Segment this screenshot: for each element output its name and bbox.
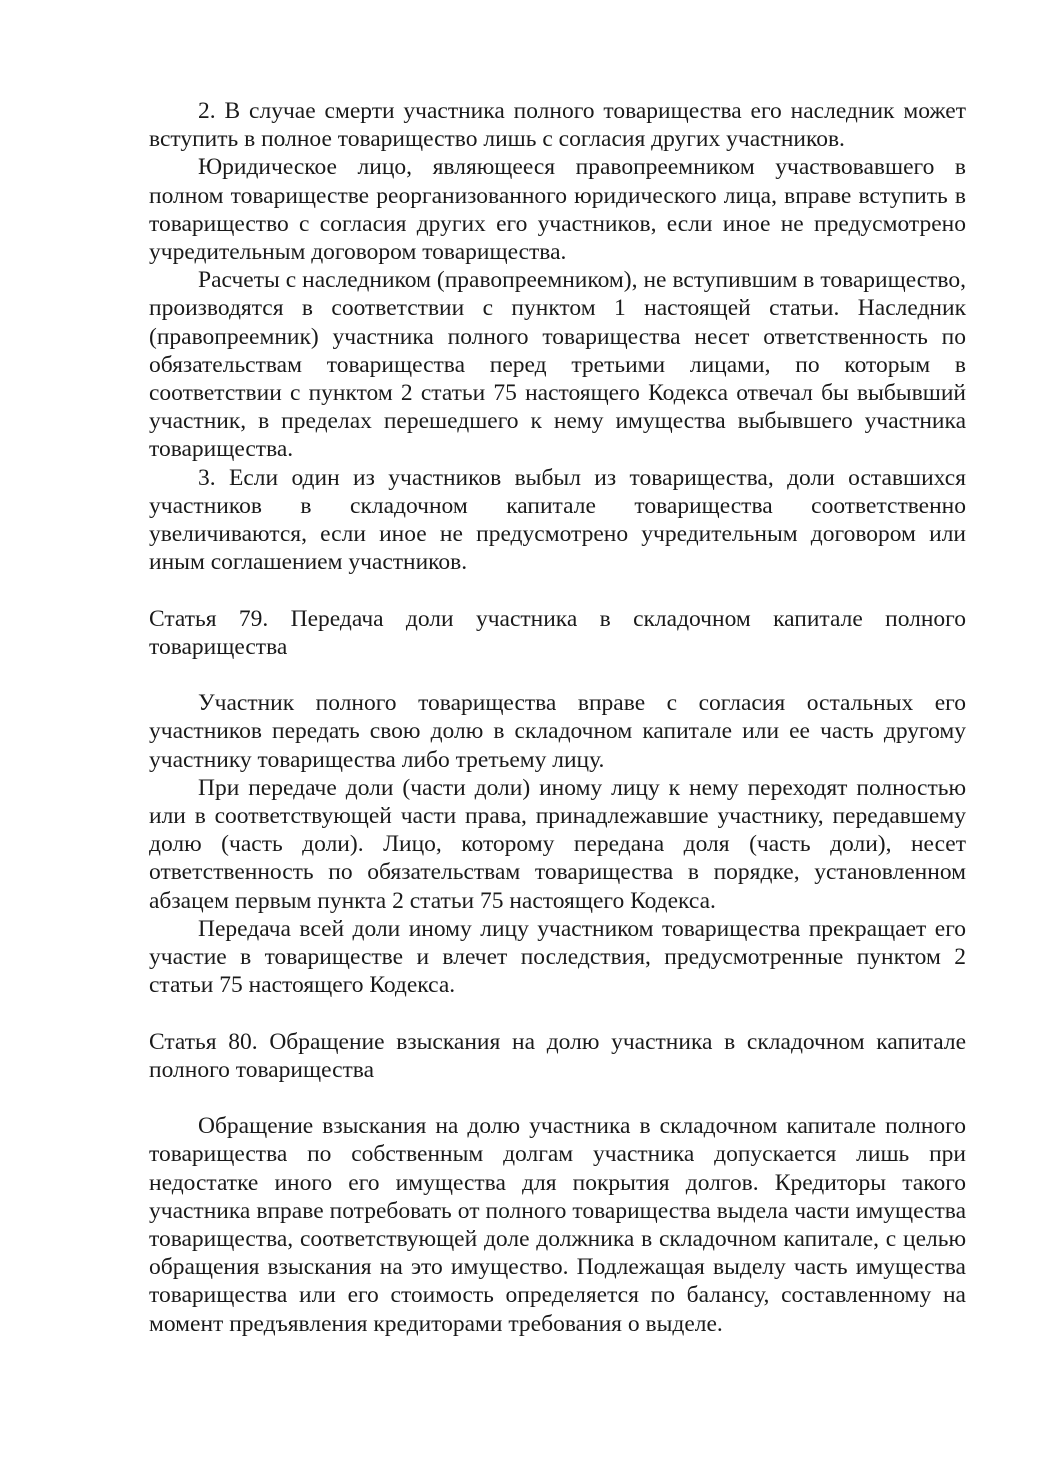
paragraph: Передача всей доли иному лицу участником товарищества прекращает его участие в товариществе и влечет последствия, предусмотренные пунктом 2 статьи 75 настоящего Кодекса. — [149, 915, 966, 999]
spacer — [149, 661, 966, 689]
article-80-heading: Статья 80. Обращение взыскания на долю участника в складочном капитале полного товарищества — [149, 1028, 966, 1083]
spacer — [149, 1084, 966, 1112]
paragraph: Участник полного товарищества вправе с согласия остальных его участников передать свою долю в складочном капитале или ее часть другому участнику товарищества либо третьему лицу. — [149, 690, 966, 773]
spacer — [149, 999, 966, 1027]
paragraph: Обращение взыскания на долю участника в складочном капитале полного товарищества по собственным долгам участника допускается лишь при недостатке иного его имущества для покрытия долгов. Кредиторы такого участника вправе потребовать от полного товарищества выдела части имущества товарищества, соответствующей доле должника в складочном капитале, с целью обращения взыскания на это имущество. Подлежащая выделу часть имущества товарищества или его стоимость определяется по балансу, составленному на момент предъявления кредиторами требования о выделе. — [149, 1113, 966, 1337]
document-page — [149, 97, 966, 1338]
paragraph: 2. В случае смерти участника полного товарищества его наследник может вступить в полное товарищество лишь с согласия других участников. — [149, 98, 966, 153]
paragraph: 3. Если один из участников выбыл из товарищества, доли оставшихся участников в складочном капитале товарищества соответственно увеличиваются, если иное не предусмотрено учредительным договором или иным соглашением участников. — [149, 464, 966, 576]
paragraph: Юридическое лицо, являющееся правопреемником участвовавшего в полном товариществе реорганизованного юридического лица, вправе вступить в товарищество с согласия других его участников, если иное не предусмотрено учредительным договором товарищества. — [149, 154, 966, 266]
paragraph: Расчеты с наследником (правопреемником), не вступившим в товарищество, производятся в соответствии с пунктом 1 настоящей статьи. Наследник (правопреемник) участника полного товарищества несет ответственность по обязательствам товарищества перед третьими лицами, по которым в соответствии с пунктом 2 статьи 75 настоящего Кодекса отвечал бы выбывший участник, в пределах перешедшего к нему имущества выбывшего участника товарищества. — [149, 267, 966, 463]
paragraph: При передаче доли (части доли) иному лицу к нему переходят полностью или в соответствующей части права, принадлежавшие участнику, передавшему долю (часть доли). Лицо, которому передана доля (часть доли), несет ответственность по обязательствам товарищества в порядке, установленном абзацем первым пункта 2 статьи 75 настоящего Кодекса. — [149, 774, 966, 914]
spacer — [149, 576, 966, 604]
article-79-heading: Статья 79. Передача доли участника в складочном капитале полного товарищества — [149, 605, 966, 660]
